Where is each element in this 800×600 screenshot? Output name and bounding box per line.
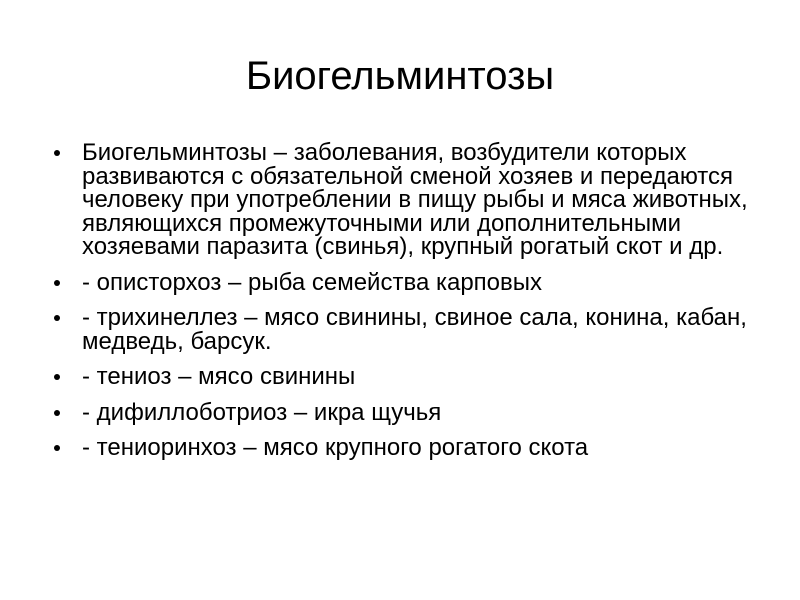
bullet-item-taeniasis xyxy=(54,365,754,389)
slide-title: Биогельминтозы xyxy=(245,54,555,98)
bullet-list xyxy=(54,141,754,472)
bullet-dot-icon xyxy=(54,315,60,321)
bullet-item-taeniarhynchosis xyxy=(54,436,754,460)
bullet-item-diphyllobothriasis xyxy=(54,398,754,426)
bullet-text: - трихинеллез – мясо свинины, свиное сала, конина, кабан, медведь, барсук. xyxy=(82,304,747,355)
bullet-text: Биогельминтозы – заболевания, возбудители которых развиваются с обязательной сменой хозяев и передаются человеку при употреблении в пищу рыбы и мяса животных, являющихся промежуточными или дополнительными хозяевами паразита (свинья), крупный рогатый скот и др. xyxy=(82,139,748,260)
bullet-dot-icon xyxy=(54,150,60,156)
bullet-text: - тениоз – мясо свинины xyxy=(82,363,356,390)
bullet-item-opisthorchiasis xyxy=(54,268,754,296)
bullet-text: - описторхоз – рыба семейства карповых xyxy=(82,268,543,296)
bullet-dot-icon xyxy=(54,374,60,380)
bullet-item-trichinellosis xyxy=(54,306,754,353)
bullet-item-definition xyxy=(54,141,754,259)
bullet-text: - дифиллоботриоз – икра щучья xyxy=(82,398,442,426)
bullet-text: - тениоринхоз – мясо крупного рогатого скота xyxy=(82,434,589,461)
bullet-dot-icon xyxy=(54,445,60,451)
bullet-dot-icon xyxy=(54,280,60,286)
bullet-dot-icon xyxy=(54,410,60,416)
